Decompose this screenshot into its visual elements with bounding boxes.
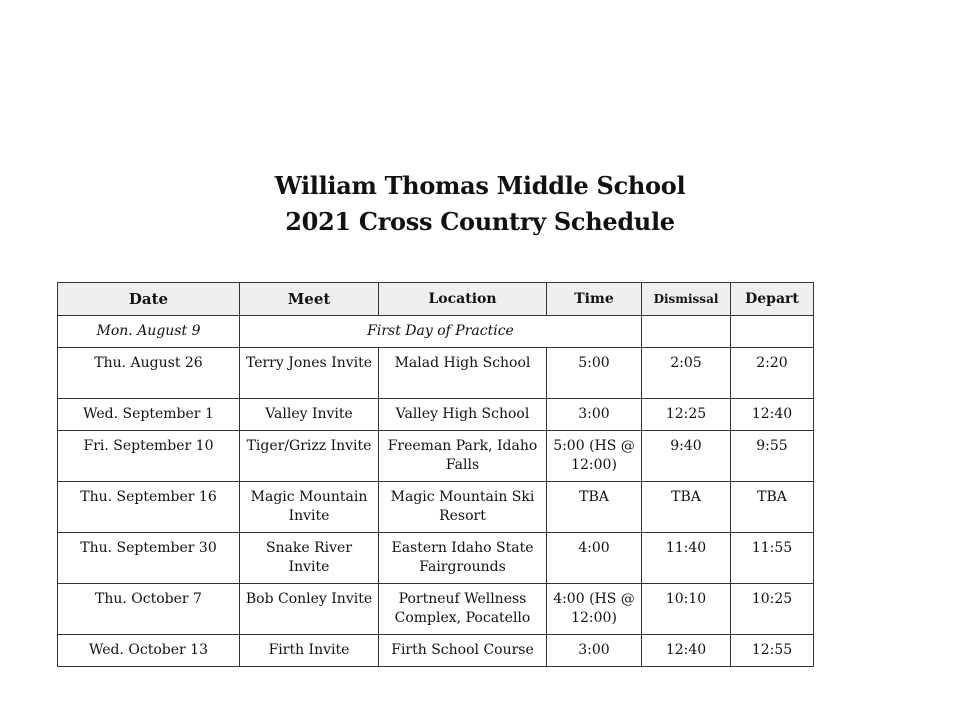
schedule-table (57, 282, 814, 667)
row-dismissal: TBA (642, 482, 731, 533)
table-row (58, 635, 814, 667)
row-meet: Terry Jones Invite (240, 348, 379, 399)
row-meet: Bob Conley Invite (240, 584, 379, 635)
row-date: Fri. September 10 (58, 431, 240, 482)
header-meet: Meet (240, 283, 379, 316)
row-date: Thu. August 26 (58, 348, 240, 399)
row-date: Wed. September 1 (58, 399, 240, 431)
school-name: William Thomas Middle School (274, 171, 686, 200)
row-location: Firth School Course (379, 635, 547, 667)
row-time: 5:00 (547, 348, 642, 399)
table-row (58, 399, 814, 431)
table-row (58, 431, 814, 482)
header-date: Date (58, 283, 240, 316)
row-date: Thu. September 16 (58, 482, 240, 533)
row-time: 5:00 (HS @ 12:00) (547, 431, 642, 482)
table-row (58, 584, 814, 635)
row-date: Thu. September 30 (58, 533, 240, 584)
schedule-title: 2021 Cross Country Schedule (285, 207, 675, 236)
row-time: 3:00 (547, 399, 642, 431)
practice-row (58, 316, 814, 348)
header-depart: Depart (731, 283, 814, 316)
table-row (58, 533, 814, 584)
row-location: Malad High School (379, 348, 547, 399)
header-dismissal: Dismissal (642, 283, 731, 316)
row-depart: 10:25 (731, 584, 814, 635)
row-dismissal: 12:40 (642, 635, 731, 667)
row-meet: Snake River Invite (240, 533, 379, 584)
row-dismissal: 9:40 (642, 431, 731, 482)
table-header-row (58, 283, 814, 316)
row-meet: Magic Mountain Invite (240, 482, 379, 533)
practice-dismissal-empty (642, 316, 731, 348)
row-location: Portneuf Wellness Complex, Pocatello (379, 584, 547, 635)
row-depart: 12:40 (731, 399, 814, 431)
row-dismissal: 12:25 (642, 399, 731, 431)
row-meet: Firth Invite (240, 635, 379, 667)
row-time: 4:00 (HS @ 12:00) (547, 584, 642, 635)
row-location: Magic Mountain Ski Resort (379, 482, 547, 533)
row-date: Thu. October 7 (58, 584, 240, 635)
row-location: Freeman Park, Idaho Falls (379, 431, 547, 482)
row-dismissal: 11:40 (642, 533, 731, 584)
row-dismissal: 10:10 (642, 584, 731, 635)
row-meet: Valley Invite (240, 399, 379, 431)
row-time: 4:00 (547, 533, 642, 584)
practice-depart-empty (731, 316, 814, 348)
row-time: 3:00 (547, 635, 642, 667)
row-meet: Tiger/Grizz Invite (240, 431, 379, 482)
document-title (0, 168, 960, 240)
row-depart: 11:55 (731, 533, 814, 584)
row-date: Wed. October 13 (58, 635, 240, 667)
row-depart: 2:20 (731, 348, 814, 399)
row-location: Valley High School (379, 399, 547, 431)
row-depart: 9:55 (731, 431, 814, 482)
row-time: TBA (547, 482, 642, 533)
header-time: Time (547, 283, 642, 316)
header-location: Location (379, 283, 547, 316)
row-depart: 12:55 (731, 635, 814, 667)
table-row (58, 348, 814, 399)
row-location: Eastern Idaho State Fairgrounds (379, 533, 547, 584)
practice-label: First Day of Practice (240, 316, 642, 348)
row-dismissal: 2:05 (642, 348, 731, 399)
practice-date: Mon. August 9 (58, 316, 240, 348)
row-depart: TBA (731, 482, 814, 533)
table-row (58, 482, 814, 533)
